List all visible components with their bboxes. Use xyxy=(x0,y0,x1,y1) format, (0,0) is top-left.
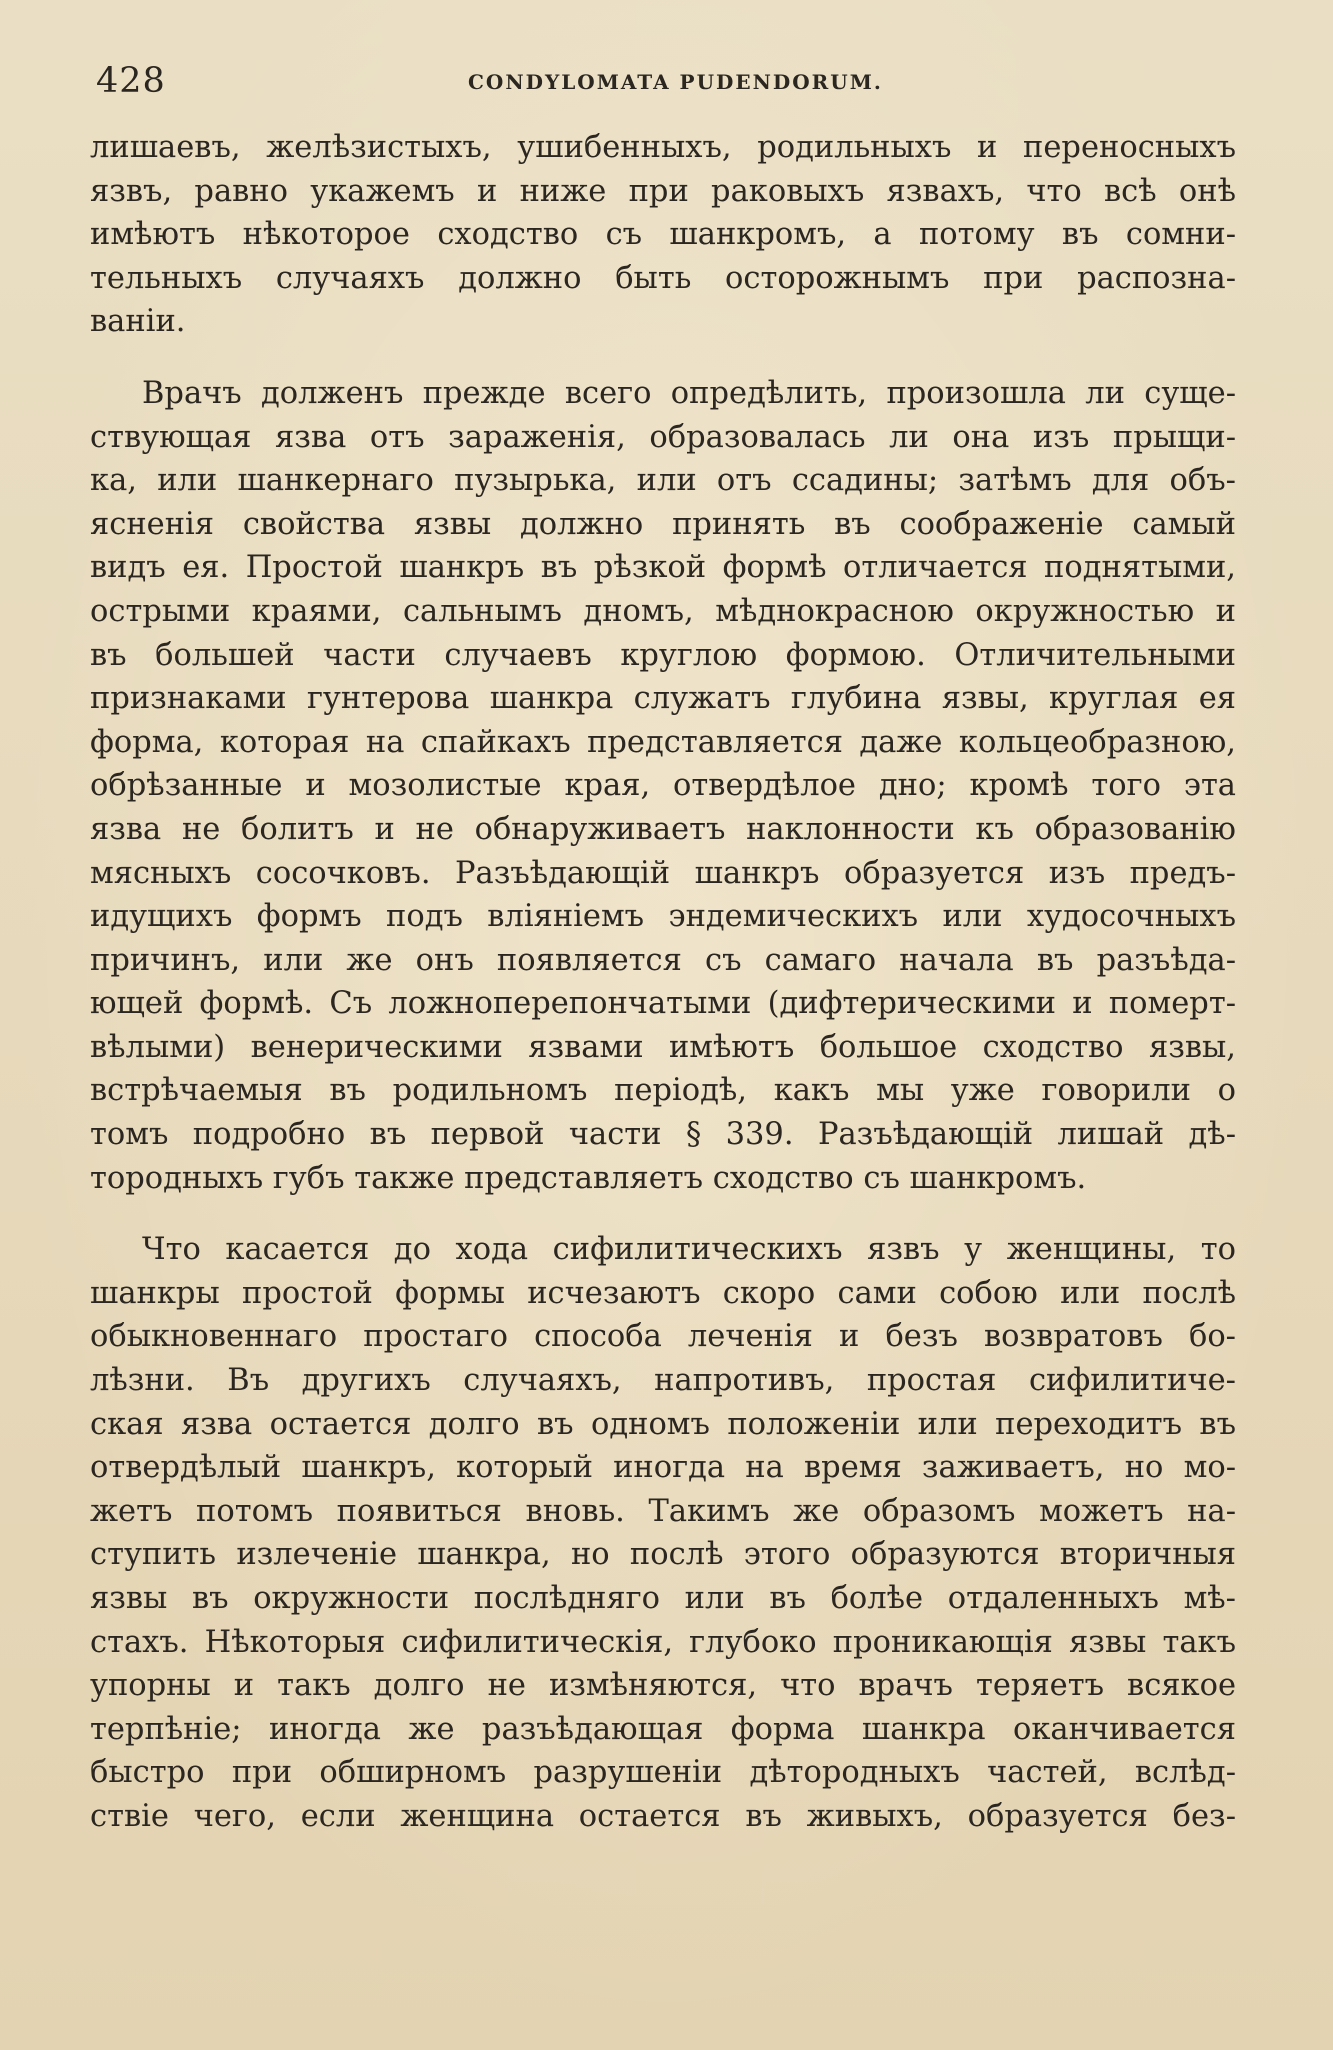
text-line: стахъ. Нѣкоторыя сифилитическія, глубоко проникающія язвы такъ xyxy=(90,1624,1236,1660)
paragraph xyxy=(90,126,1236,344)
text-line: тородныхъ губъ также представляетъ сходство съ шанкромъ. xyxy=(90,1160,1087,1196)
running-head: CONDYLOMATA PUDENDORUM. xyxy=(468,70,883,94)
text-line: ская язва остается долго въ одномъ положеніи или переходитъ въ xyxy=(90,1406,1236,1442)
text-line: тельныхъ случаяхъ должно быть осторожнымъ при распозна- xyxy=(90,260,1236,296)
text-line: признаками гунтерова шанкра служатъ глубина язвы, круглая ея xyxy=(90,681,1236,717)
text-line: мясныхъ сосочковъ. Разъѣдающій шанкръ образуется изъ предъ- xyxy=(90,855,1236,891)
text-line: видъ ея. Простой шанкръ въ рѣзкой формѣ отличается поднятыми, xyxy=(90,550,1236,586)
paragraph xyxy=(90,372,1236,1200)
text-line: ющей формѣ. Съ ложноперепончатыми (дифтерическими и померт- xyxy=(90,986,1236,1022)
text-line: Врачъ долженъ прежде всего опредѣлить, произошла ли суще- xyxy=(142,375,1236,411)
text-line: встрѣчаемыя въ родильномъ періодѣ, какъ мы уже говорили о xyxy=(90,1073,1236,1109)
body-text xyxy=(90,126,1236,1839)
text-line: Что касается до хода сифилитическихъ язвъ у женщины, то xyxy=(142,1232,1236,1268)
text-line: имѣютъ нѣкоторое сходство съ шанкромъ, а потому въ сомни- xyxy=(90,217,1236,253)
text-line: острыми краями, сальнымъ дномъ, мѣднокрасною окружностью и xyxy=(90,593,1236,629)
text-line: обрѣзанные и мозолистые края, отвердѣлое дно; кромѣ того эта xyxy=(90,768,1236,804)
text-line: язвы въ окружности послѣдняго или въ болѣе отдаленныхъ мѣ- xyxy=(90,1581,1236,1616)
text-line: ка, или шанкернаго пузырька, или отъ ссадины; затѣмъ для объ- xyxy=(90,463,1236,499)
text-line: шанкры простой формы исчезаютъ скоро сами собою или послѣ xyxy=(90,1275,1236,1311)
page-header xyxy=(96,56,1236,106)
text-line: жетъ потомъ появиться вновь. Такимъ же образомъ можетъ на- xyxy=(90,1493,1236,1529)
text-line: ствіе чего, если женщина остается въ живыхъ, образуется без- xyxy=(90,1798,1236,1834)
text-line: ступить излеченіе шанкра, но послѣ этого образуются вторичныя xyxy=(90,1537,1236,1573)
text-line: упорны и такъ долго не измѣняются, что врачъ теряетъ всякое xyxy=(90,1668,1236,1704)
text-line: вѣлыми) венерическими язвами имѣютъ большое сходство язвы, xyxy=(90,1029,1236,1065)
text-line: причинъ, или же онъ появляется съ самаго начала въ разъѣда- xyxy=(90,942,1236,978)
text-line: ствующая язва отъ зараженія, образовалась ли она изъ прыщи- xyxy=(90,419,1236,455)
text-line: лишаевъ, желѣзистыхъ, ушибенныхъ, родильныхъ и переносныхъ xyxy=(90,130,1236,165)
text-line: томъ подробно въ первой части § 339. Разъѣдающій лишай дѣ- xyxy=(90,1117,1236,1153)
text-line: лѣзни. Въ другихъ случаяхъ, напротивъ, простая сифилитиче- xyxy=(90,1363,1236,1399)
text-line: форма, которая на спайкахъ представляется даже кольцеобразною, xyxy=(90,724,1236,760)
text-line: язва не болитъ и не обнаруживаетъ наклонности къ образованію xyxy=(90,811,1236,847)
text-line: въ большей части случаевъ круглою формою. Отличительными xyxy=(90,637,1236,673)
text-line: отвердѣлый шанкръ, который иногда на время заживаетъ, но мо- xyxy=(90,1450,1236,1486)
text-line: быстро при обширномъ разрушеніи дѣтородныхъ частей, вслѣд- xyxy=(90,1755,1236,1791)
page-number: 428 xyxy=(96,61,166,101)
text-line: ясненія свойства язвы должно принять въ соображеніе самый xyxy=(90,506,1236,542)
text-line: идущихъ формъ подъ вліяніемъ эндемическихъ или худосочныхъ xyxy=(90,899,1236,935)
text-line: язвъ, равно укажемъ и ниже при раковыхъ язвахъ, что всѣ онѣ xyxy=(90,173,1236,209)
text-line: терпѣніе; иногда же разъѣдающая форма шанкра оканчивается xyxy=(90,1711,1236,1747)
text-line: обыкновеннаго простаго способа леченія и безъ возвратовъ бо- xyxy=(90,1319,1236,1355)
text-line: ваніи. xyxy=(90,304,186,340)
paragraph xyxy=(90,1228,1236,1838)
